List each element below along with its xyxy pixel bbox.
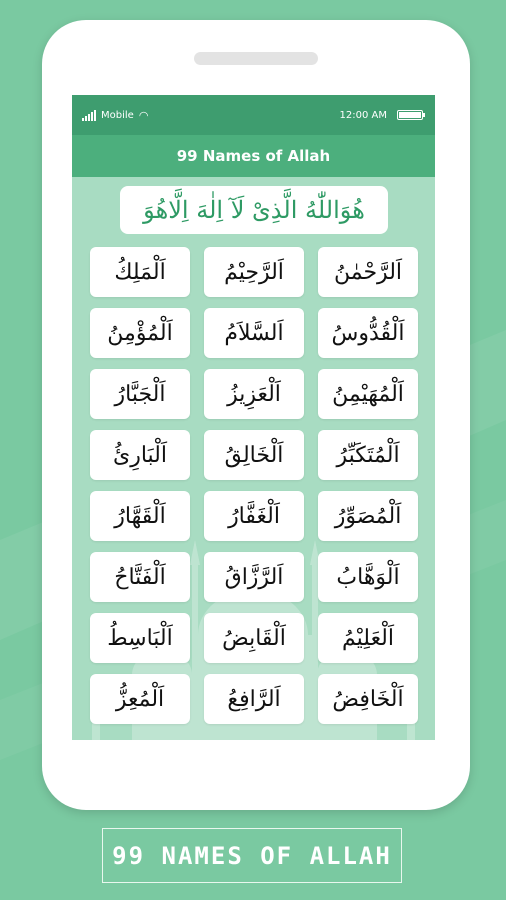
name-card[interactable]: اَلْخَالِقُ <box>204 430 304 480</box>
name-card[interactable]: اَلْمُصَوِّرُ <box>318 491 418 541</box>
name-card[interactable]: اَلْفَتَّاحُ <box>90 552 190 602</box>
phone-speaker <box>194 52 318 65</box>
name-card[interactable]: اَلرَّحْمٰنُ <box>318 247 418 297</box>
name-card[interactable]: اَلْمُتَكَبِّرُ <box>318 430 418 480</box>
name-card[interactable]: اَلْعَلِيْمُ <box>318 613 418 663</box>
status-time: 12:00 AM <box>339 109 387 121</box>
name-card[interactable]: اَلْمُعِزُّ <box>90 674 190 724</box>
wifi-icon: ◠ <box>138 108 149 122</box>
footer-title: 99 NAMES OF ALLAH <box>102 828 402 883</box>
name-card[interactable]: اَلْجَبَّارُ <box>90 369 190 419</box>
phone-screen <box>72 95 435 740</box>
name-card[interactable]: اَلْبَاسِطُ <box>90 613 190 663</box>
name-card[interactable]: اَلْمُؤْمِنُ <box>90 308 190 358</box>
carrier-label: Mobile <box>101 109 134 121</box>
phone-mockup <box>42 20 470 810</box>
battery-icon <box>397 110 423 120</box>
name-card[interactable]: اَلْعَزِيزُ <box>204 369 304 419</box>
name-card[interactable]: اَلْقَابِضُ <box>204 613 304 663</box>
app-title-bar <box>72 135 435 177</box>
name-card[interactable]: اَلْخَافِضُ <box>318 674 418 724</box>
status-bar <box>72 95 435 135</box>
name-card[interactable]: اَلْغَفَّارُ <box>204 491 304 541</box>
name-card[interactable]: اَلرَّحِيْمُ <box>204 247 304 297</box>
name-card[interactable]: اَلرَّزَّاقُ <box>204 552 304 602</box>
signal-icon <box>82 110 96 121</box>
name-card[interactable]: اَلْوَهَّابُ <box>318 552 418 602</box>
names-grid <box>90 247 418 724</box>
name-card[interactable]: اَلْمُهَيْمِنُ <box>318 369 418 419</box>
name-card[interactable]: اَلْبَارِئُ <box>90 430 190 480</box>
name-card[interactable]: اَلسَّلاَمُ <box>204 308 304 358</box>
name-card[interactable]: اَلْقُدُّوسُ <box>318 308 418 358</box>
name-card[interactable]: اَلْمَلِكُ <box>90 247 190 297</box>
name-card[interactable]: اَلْقَهَّارُ <box>90 491 190 541</box>
app-title: 99 Names of Allah <box>176 147 331 165</box>
verse-banner: هُوَاللّٰهُ الَّذِیْ لَآ اِلٰهَ اِلَّاھُوَ <box>120 186 388 234</box>
name-card[interactable]: اَلرَّافِعُ <box>204 674 304 724</box>
